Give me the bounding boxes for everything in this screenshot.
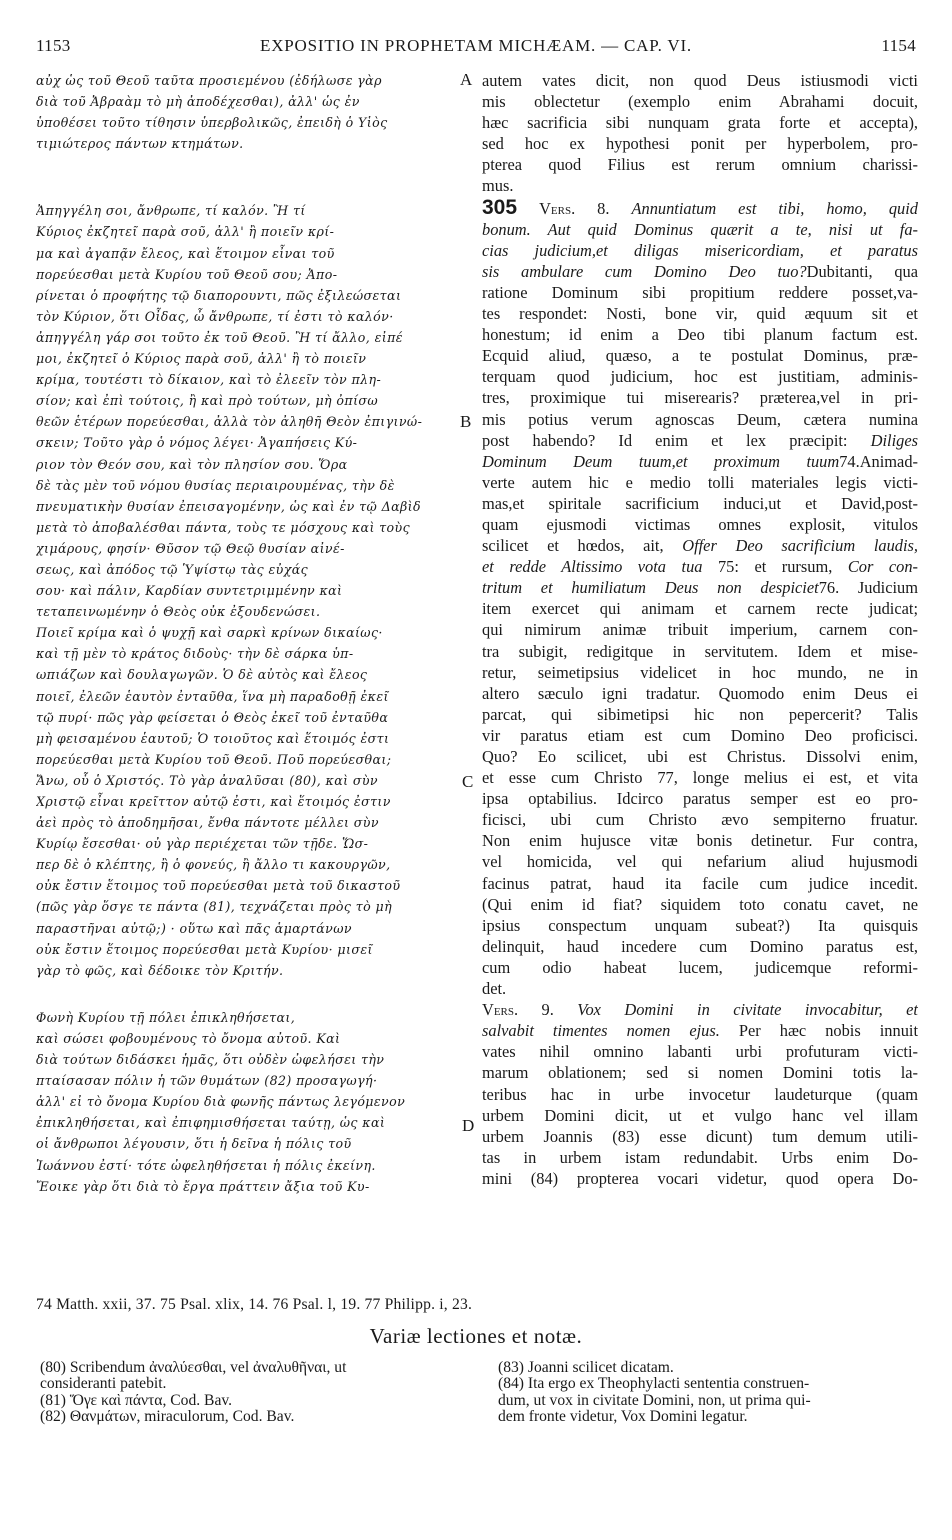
- section-number: 305: [482, 196, 518, 219]
- text-line: μοι, ἐκζητεῖ ὁ Κύριος παρὰ σοῦ, ἀλλ' ἢ τὸ ποιεῖν: [36, 351, 367, 367]
- text-line: tra subigit, redigitque in servitutem. Idem et mise-: [482, 641, 918, 661]
- text-line: parcat, qui sibimetipsi hic non pepercerit? Talis: [482, 704, 918, 724]
- text-line: πορεύεσθαι μετὰ Κυρίου τοῦ Θεοῦ. Ποῦ πορεύεσθαι;: [36, 751, 392, 767]
- greek-paragraph-2: [36, 200, 456, 980]
- text-line: dem fronte videtur, Vox Domini legatur.: [498, 1407, 748, 1425]
- verse-8-lemma-cont: [482, 219, 918, 261]
- latin-column: [482, 70, 918, 1189]
- text-line: retur, seimetipsius videlicet in hoc mundo, ne in: [482, 662, 918, 682]
- text-line: σου· καὶ πάλιν, Καρδίαν συντετριμμένην καὶ: [36, 583, 343, 599]
- line-diliges: post habendo? Id enim et lex præcipit: Diliges: [482, 430, 918, 450]
- verse-9-lemma-cont: salvabit timentes nomen ejus. Per hæc nobis innuit: [482, 1021, 918, 1041]
- text-line: ριον τὸν Θεόν σου, καὶ τὸν πλησίον σου. Ὅρα: [36, 456, 348, 472]
- text-line: mis oblectetur (exemplo enim Abrahami docuit,: [482, 92, 918, 112]
- line-redde: et redde Altissimo vota tua 75: et rursum, Cor con-: [482, 557, 918, 577]
- text-line: πνευματικὴν θυσίαν ἐπεισαγομένην, ὡς καὶ ἐν τῷ Δαβὶδ: [36, 498, 421, 514]
- text-line: autem vates dicit, non quod Deus istiusmodi victi: [482, 71, 918, 90]
- running-title: EXPOSITIO IN PROPHETAM MICHÆAM. — CAP. VI.: [260, 36, 692, 55]
- text-line: terquam quod judicium, hoc est justitiam, adminis-: [482, 367, 918, 387]
- text-line: Quo? Eo scilicet, ubi est Christus. Dissolvi enim,: [482, 747, 918, 766]
- greek-paragraph-1: [36, 70, 456, 154]
- text-line: verte autem hic e medio tolli materiales legis victi-: [482, 472, 918, 492]
- text-line: dum, ut vox in civitate Domini, non, ut prima qui-: [498, 1391, 811, 1409]
- text-line: ficisci, ubi cum Christo ævo sempiterno fruatur.: [482, 810, 918, 830]
- latin-paragraph-3: [482, 472, 918, 535]
- verse-9-lemma: Vox Domini in civitate invocabitur, et: [577, 1000, 918, 1020]
- verse-9-label: Vers. 9.: [482, 1000, 554, 1020]
- text-line: οἱ ἄνθρωποι λέγουσιν, ὅτι ἡ δεῖνα ἡ πόλις τοῦ: [36, 1136, 352, 1152]
- text-line: Κύριος ἐκζητεῖ παρὰ σοῦ, ἀλλ' ἢ ποιεῖν κρί-: [36, 224, 335, 240]
- page-number-left: 1153: [36, 36, 71, 55]
- scripture-footnotes: 74 Matth. xxii, 37. 75 Psal. xlix, 14. 76 Psal. l, 19. 77 Philipp. i, 23.: [36, 1296, 473, 1313]
- text-line: sed hoc ex hypothesi ponit per hyperbolem, pro-: [482, 134, 918, 154]
- text-line: σκειν; Τοῦτο γὰρ ὁ νόμος λέγει· Ἀγαπήσεις Κύ-: [36, 435, 358, 451]
- text-line: tes respondet: Nosti, bone vir, quid æquum sit et: [482, 304, 918, 324]
- text-line: mas,et spiritale sacrificium induci,ut et David,post-: [482, 493, 918, 513]
- text-line: Φωνὴ Κυρίου τῇ πόλει ἐπικληθήσεται,: [36, 1009, 296, 1025]
- text-line: (84) Ita ergo ex Theophylacti sententia construen-: [498, 1375, 810, 1393]
- text-line: ποιεῖ, ἐλεῶν ἑαυτὸν ἐνταῦθα, ἵνα μὴ παραδοθῇ ἐκεῖ: [36, 688, 389, 704]
- text-line: χιμάρους, φησίν· Θῦσον τῷ Θεῷ θυσίαν αἰνέ-: [36, 540, 345, 556]
- text-line: ρίνεται ὁ προφήτης τῷ διαπορουντι, πῶς ἐξιλεώσεται: [36, 287, 402, 303]
- text-line: vir paratus etiam est cum Domino Deo proficisci.: [482, 725, 918, 745]
- text-line: bonum. Aut quid Dominus quærit a te, nisi ut fa-: [482, 219, 918, 239]
- running-header: [36, 36, 916, 58]
- text-line: (81) Ὅγε καὶ πάντα, Cod. Bav.: [40, 1391, 233, 1409]
- text-line: honestum; id enim a Deo tibi planum factum est.: [482, 325, 918, 345]
- verse-8-lemma: Annuntiatum est tibi, homo, quid: [631, 198, 918, 218]
- text-line: (83) Joanni scilicet dicatam.: [498, 1359, 674, 1376]
- verse-8-lemma-end: sis ambulare cum Domino Deo tuo?Dubitanti, qua: [482, 261, 918, 281]
- text-line: vel homicida, vel qui nefarium aliud hujusmodi: [482, 852, 918, 872]
- text-line: cias judicium,et diligas misericordiam, et paratus: [482, 240, 918, 260]
- text-line: καὶ σώσει φοβουμένους τὸ ὄνομα αὐτοῦ. Καὶ: [36, 1030, 341, 1046]
- text-line: et esse cum Christo 77, longe melius ei est, et vita: [482, 768, 918, 788]
- verse-8-label: Vers. 8.: [539, 198, 610, 218]
- text-line: τῷ πυρί· πῶς γὰρ φείσεται ὁ Θεὸς ἐκεῖ τοῦ ἐνταῦθα: [36, 709, 389, 725]
- section-marker-d: D: [462, 1116, 475, 1135]
- text-line: Ἄνω, οὗ ὁ Χριστός. Τὸ γὰρ ἀναλῦσαι (80), καὶ σὺν: [36, 772, 378, 788]
- text-line: Ἀπηγγέλη σοι, ἄνθρωπε, τί καλόν. Ἢ τί: [36, 203, 306, 219]
- text-line: cum odio habeat lucem, judicemque reformi-: [482, 957, 918, 977]
- greek-column: [36, 70, 456, 1197]
- line-offer: scilicet et hœdos, ait, Offer Deo sacrificium laudis,: [482, 536, 918, 556]
- text-line: Ἰωάννου ἐστί· τότε ὠφεληθήσεται ἡ πόλις ἐκείνη.: [36, 1157, 376, 1173]
- line-tritum: tritum et humiliatum Deus non despiciet76. Judicium: [482, 578, 918, 598]
- text-line: αὐχ ὡς τοῦ Θεοῦ ταῦτα προσιεμένου (ἐδήλωσε γὰρ: [36, 73, 382, 88]
- text-line: (πῶς γὰρ ὅσγε τε πάντα (81), τεχνάζεται πρὸς τὸ μὴ: [36, 899, 393, 915]
- text-line: marum oblationem; sed si nomen Domini totis la-: [482, 1063, 918, 1083]
- text-line: Non enim hujusce vitæ bonis detinetur. Fur contra,: [482, 831, 918, 851]
- text-line: οὐκ ἔστιν ἕτοιμος τοῦ πορεύεσθαι μετὰ τοῦ δικαστοῦ: [36, 878, 401, 894]
- text-line: Ποιεῖ κρίμα καὶ ὁ ψυχῇ καὶ σαρκὶ κρίνων δικαίως·: [36, 625, 383, 641]
- text-line: διὰ τούτων διδάσκει ἡμᾶς, ὅτι οὐδὲν ὠφελήσει τὴν: [36, 1052, 385, 1068]
- text-line: tas in urbem istam redundabit. Urbs enim Do-: [482, 1147, 918, 1167]
- text-line: qui nimirum animæ tribuit imperium, carnem con-: [482, 620, 918, 640]
- text-line: mini (84) propterea vocari videtur, quod opera Do-: [482, 1168, 918, 1188]
- text-line: (82) Θανμάτων, miraculorum, Cod. Bav.: [40, 1407, 295, 1425]
- text-line: θεῶν ἑτέρων πορεύεσθαι, ἀλλὰ τὸν ἀληθῆ Θεὸν ἐπιγινώ-: [36, 414, 423, 430]
- text-line: τεταπεινωμένην ὁ Θεὸς οὐκ ἐξουδενώσει.: [36, 604, 321, 620]
- text-line: Χριστῷ εἶναι κρεῖττον αὐτῷ ἐστι, καὶ ἕτοιμός ἐστιν: [36, 794, 391, 809]
- text-line: σίον; καὶ ἐπὶ τούτοις, ἢ καὶ πρὸ τούτων, μὴ ὀπίσω: [36, 393, 379, 409]
- text-line: περ δὲ ὁ κλέπτης, ἢ ὁ φονεύς, ἢ ἄλλο τι κακουργῶν,: [36, 857, 391, 873]
- text-line: μὴ φεισαμένου ἑαυτοῦ; Ὁ τοιοῦτος καὶ ἕτοιμός ἐστι: [36, 730, 390, 746]
- text-line: ἀλλ' εἰ τὸ ὄνομα Κυρίου διὰ φωνῆς πάντως λεγόμενον: [36, 1094, 406, 1110]
- text-line: τὸν Κύριον, ὅτι Οἶδας, ὦ ἄνθρωπε, τί ἐστι τὸ καλόν·: [36, 308, 394, 324]
- text-line: Κυρίῳ ἔσεσθαι· οὐ γὰρ περιέχεται τῶν τῇδε. Ὥσ-: [36, 836, 369, 852]
- text-line: pterea quod Filius est rerum omnium charissi-: [482, 155, 918, 175]
- text-line: ipsa optabilius. Idcirco paratus semper est eo pro-: [482, 789, 918, 809]
- text-line: ratione Dominum sibi propitium reddere posset,va-: [482, 282, 918, 302]
- text-line: πταίσασαν πόλιν ἡ τῶν θυμάτων (82) προσαγωγή·: [36, 1073, 378, 1089]
- text-line: δὲ τὰς μὲν τοῦ νόμου θυσίας περιαιρουμένας, τὴν δὲ: [36, 477, 395, 493]
- page-number-right: 1154: [881, 36, 916, 55]
- latin-paragraph-1: [482, 70, 918, 197]
- text-line: ὑποθέσει τοῦτο τίθησιν ὑπερβολικῶς, ἐπειδὴ ὁ Υἱὸς: [36, 115, 388, 131]
- section-marker-c: C: [462, 772, 474, 791]
- text-line: consideranti patebit.: [40, 1375, 167, 1393]
- text-line: mis potius verum agnoscas Deum, cætera numina: [482, 409, 918, 429]
- text-line: (80) Scribendum ἀναλύεσθαι, vel ἀναλυθῆναι, ut: [40, 1359, 347, 1376]
- verse-9-heading: [482, 999, 918, 1020]
- text-line: det.: [482, 979, 507, 999]
- notes-left: [40, 1360, 460, 1425]
- text-line: altero sæculo igni tradatur. Quomodo enim Deus ei: [482, 683, 918, 703]
- text-line: σεως, καὶ ἀπόδος τῷ Ὑψίστῳ τὰς εὐχάς: [36, 561, 309, 577]
- text-line: τιμιώτερος πάντων κτημάτων.: [36, 136, 244, 152]
- text-line: hæc sacrificia sibi nunquam grata forte et accepta),: [482, 113, 918, 133]
- text-line: urbem Joannis (83) esse dicunt) tum demum utili-: [482, 1126, 918, 1146]
- notes-right: [498, 1360, 918, 1425]
- text-line: ipsius conspectum unquam subeat?) Ita quisquis: [482, 915, 918, 935]
- text-line: urbem Domini dicit, ut et vulgo hanc vel illam: [482, 1105, 918, 1125]
- text-line: πορεύεσθαι μετὰ Κυρίου τοῦ Θεοῦ σου; Ἀπο-: [36, 266, 338, 282]
- text-line: παραστῆναι αὐτῷ;) · οὕτω καὶ πᾶς ἁμαρτάνων: [36, 920, 352, 936]
- text-line: μετὰ τὸ ἀποβαλέσθαι πάντα, τοὺς τε μόσχους καὶ τοὺς: [36, 519, 411, 535]
- latin-paragraph-2: [482, 282, 918, 430]
- text-line: item exercet qui animam et carnem recte judicat;: [482, 599, 918, 619]
- text-line: facinus patrat, haud ita facile cum judice incedit.: [482, 873, 918, 893]
- variae-lectiones-title: Variæ lectiones et notæ.: [369, 1324, 583, 1348]
- verse-8-heading: [482, 197, 918, 219]
- text-line: vates nihil omnino labanti urbi profuturam victi-: [482, 1042, 918, 1062]
- text-line: delinquit, haud incedere cum Domino paratus est,: [482, 936, 918, 956]
- text-line: ἐπικληθήσεται, καὶ ἐπιφημισθήσεται ταύτῃ, ὡς καὶ: [36, 1115, 386, 1131]
- text-line: mus.: [482, 176, 514, 196]
- text-line: ἀεὶ πρὸς τὸ ἀποδημῆσαι, ἔνθα πάντοτε μέλλει σὺν: [36, 815, 379, 831]
- text-line: μα καὶ ἀγαπᾷν ἔλεος, καὶ ἕτοιμον εἶναι τοῦ: [36, 245, 335, 261]
- text-line: Ecquid aliud, quæso, a te postulat Dominus, præ-: [482, 346, 918, 366]
- text-line: tres, proximique tui miserearis? præterea,vel in pri-: [482, 388, 918, 408]
- text-line: γὰρ τὸ φῶς, καὶ δέδοικε τὸν Κριτήν.: [36, 962, 284, 978]
- line-dominum: Dominum Deum tuum,et proximum tuum74.Animad-: [482, 451, 918, 471]
- text-line: καὶ τῇ μὲν τὸ κράτος διδοὺς· τὴν δὲ σάρκα ὑπ-: [36, 646, 354, 662]
- text-line: Ἔοικε γὰρ ὅτι διὰ τὸ ἔργα πράττειν ἄξια τοῦ Κυ-: [36, 1178, 370, 1194]
- text-line: διὰ τοῦ Ἀβραὰμ τὸ μὴ ἀποδέχεσθαι), ἀλλ' ὡς ἐν: [36, 94, 360, 110]
- section-marker-b: B: [460, 412, 472, 431]
- text-line: quam ejusmodi victimas omnes explosit, vitulos: [482, 514, 918, 534]
- text-line: οὐκ ἔστιν ἕτοιμος πορεύεσθαι μετὰ Κυρίου· μισεῖ: [36, 941, 373, 957]
- text-line: (Qui enim id fiat? siquidem toto conatu cavet, ne: [482, 894, 918, 914]
- text-line: ἀπηγγέλη γάρ σοι τοῦτο ἐκ τοῦ Θεοῦ. Ἢ τί ἄλλο, εἰπέ: [36, 329, 403, 345]
- text-line: ωπιάζων καὶ δουλαγωγῶν. Ὁ δὲ αὐτὸς καὶ ἔλεος: [36, 667, 368, 683]
- latin-paragraph-5: [482, 1041, 918, 1189]
- latin-paragraph-4: [482, 598, 918, 999]
- greek-paragraph-3: [36, 1007, 456, 1197]
- text-line: teribus hac in urbe invocetur laudeturque (quam: [482, 1084, 918, 1104]
- section-marker-a: A: [460, 70, 473, 89]
- text-line: κρίμα, τουτέστι τὸ δίκαιον, καὶ τὸ ἐλεεῖν τὸν πλη-: [36, 372, 382, 388]
